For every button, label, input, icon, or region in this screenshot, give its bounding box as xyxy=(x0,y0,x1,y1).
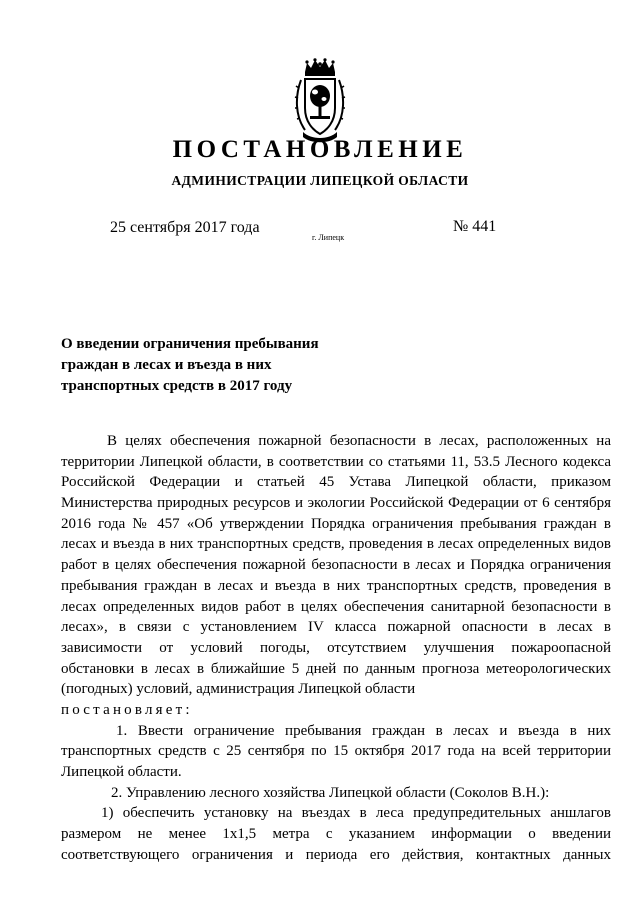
issuing-authority: АДМИНИСТРАЦИИ ЛИПЕЦКОЙ ОБЛАСТИ xyxy=(171,173,469,188)
document-city: г. Липецк xyxy=(312,233,345,242)
body-line: лесах», в связи с установлением IV класса пожарной опасности в лесах в xyxy=(61,619,611,636)
body-line: лесах определенных видов работ в целях обеспечения санитарной безопасности в xyxy=(61,598,611,615)
resolution-body xyxy=(61,431,611,865)
body-line: соответствующего ограничения и периода его действия, контактных данных xyxy=(61,846,611,863)
body-line: 1) обеспечить установку на въездах в леса предупредительных аншлагов xyxy=(101,805,611,822)
body-line: пребывания граждан в лесах и въезда в них транспортных средств, проведения в xyxy=(61,577,611,594)
document-number: № 441 xyxy=(453,218,497,235)
body-line: 2016 года № 457 «Об утверждении Порядка ограничения пребывания граждан в xyxy=(61,515,611,532)
body-line: лесах и въезда в них транспортных средств, проведения в лесах определенных видов xyxy=(61,536,611,553)
heading-line: транспортных средств в 2017 году xyxy=(61,378,293,394)
resolution-heading xyxy=(61,334,361,397)
resolves-word: постановляет: xyxy=(61,701,193,718)
body-line: Липецкой области. xyxy=(61,764,182,780)
body-line: (погодных) условий, администрация Липецкой области xyxy=(61,681,416,698)
body-line: 1. Ввести ограничение пребывания граждан в лесах и въезда в них xyxy=(116,722,611,739)
body-line: транспортных средств с 25 сентября по 15 октября 2017 года на всей территории xyxy=(61,743,611,760)
heading-line: О введении ограничения пребывания xyxy=(61,336,319,352)
document-date: 25 сентября 2017 года xyxy=(110,219,260,236)
heading-line: граждан в лесах и въезда в них xyxy=(61,357,272,373)
body-line: обстановки в лесах в ближайшие 5 дней по данным прогноза метеорологических xyxy=(61,660,611,677)
body-line: 2. Управлению лесного хозяйства Липецкой области (Соколов В.Н.): xyxy=(111,784,550,801)
body-line: Министерства природных ресурсов и экологии Российской Федерации от 6 сентября xyxy=(61,495,611,512)
body-line: работ в целях обеспечения пожарной безопасности в лесах и Порядка ограничения xyxy=(61,557,611,574)
body-line: зависимости от условий погоды, отсутствием улучшения пожароопасной xyxy=(61,639,611,656)
coat-of-arms-emblem xyxy=(293,58,347,144)
body-line: территории Липецкой области, в соответствии со статьями 11, 53.5 Лесного кодекса xyxy=(61,453,611,470)
body-line: Российской Федерации и статьей 45 Устава Липецкой области, приказом xyxy=(61,474,611,491)
document-title: ПОСТАНОВЛЕНИЕ xyxy=(172,136,468,163)
body-line: размером не менее 1х1,5 метра с указанием информации о введении xyxy=(61,826,611,843)
body-line: В целях обеспечения пожарной безопасности в лесах, расположенных на xyxy=(107,433,611,449)
